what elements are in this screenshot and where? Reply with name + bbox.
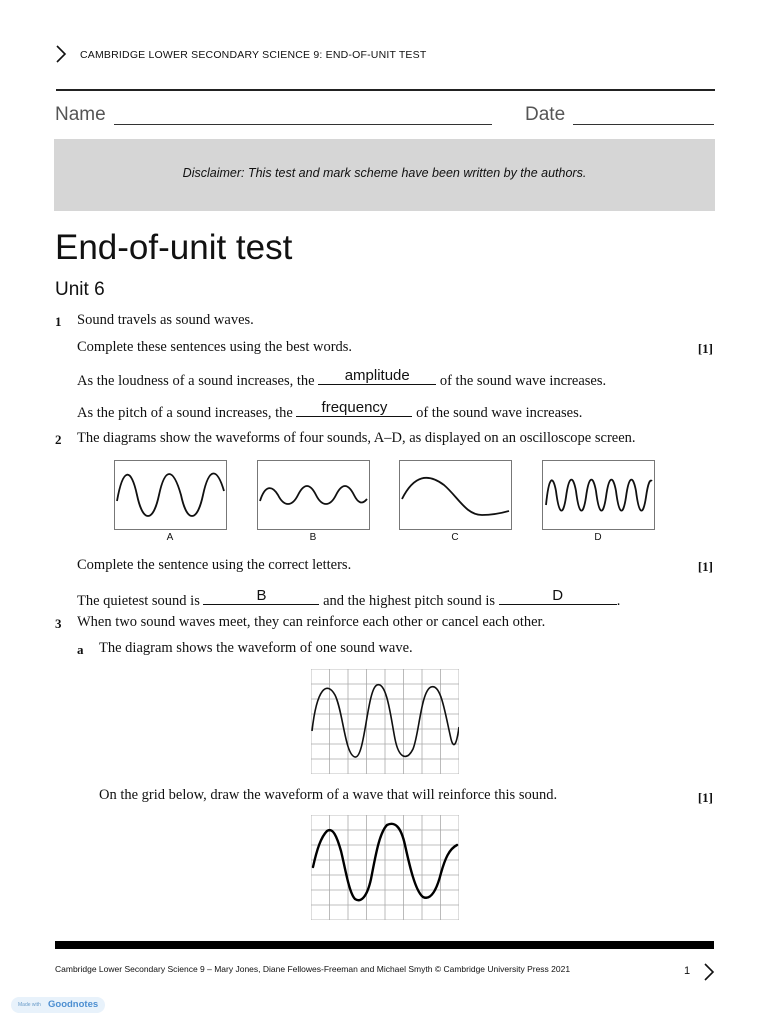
q2-answer-1: B — [256, 587, 267, 604]
q2-sentence — [77, 589, 620, 610]
waveform-c — [399, 460, 512, 530]
waveform-a-label: A — [166, 532, 174, 543]
waveform-c-label: C — [451, 532, 459, 543]
chevron-right-icon — [54, 44, 68, 64]
q2-blank-1[interactable] — [203, 589, 319, 605]
q3-mark: [1] — [697, 790, 713, 805]
disclaimer-text: Disclaimer: This test and mark scheme have been written by the authors. — [182, 166, 587, 180]
q2-intro: The diagrams show the waveforms of four sounds, A–D, as displayed on an oscilloscope screen. — [77, 430, 636, 446]
page-title: End-of-unit test — [55, 228, 293, 267]
unit-title: Unit 6 — [55, 279, 105, 300]
q1-s1-after: of the sound wave increases. — [439, 373, 607, 389]
waveform-b-label: B — [309, 532, 317, 543]
q1-number: 1 — [55, 314, 62, 329]
waveform-grid — [311, 669, 459, 774]
waveform-a — [114, 460, 227, 530]
chevron-right-icon — [702, 962, 716, 982]
q1-s1-blank[interactable] — [318, 369, 436, 385]
name-field-line[interactable] — [114, 124, 492, 125]
waveform-d-label: D — [594, 532, 602, 543]
q1-intro: Sound travels as sound waves. — [77, 312, 254, 328]
waveform-b — [257, 460, 370, 530]
q3-intro: When two sound waves meet, they can reinforce each other or cancel each other. — [77, 614, 546, 630]
q2-blank-2[interactable] — [499, 589, 617, 605]
q1-s2-before: As the pitch of a sound increases, the — [77, 405, 293, 421]
q3-number: 3 — [55, 616, 62, 631]
q3a-text: The diagram shows the waveform of one sound wave. — [99, 640, 413, 656]
header-rule — [56, 89, 715, 91]
q1-mark: [1] — [697, 341, 713, 356]
footer-rule — [55, 941, 714, 949]
date-field-line[interactable] — [573, 124, 714, 125]
goodnotes-badge-small: Made with — [18, 1002, 41, 1008]
q1-sentence-1 — [77, 369, 606, 390]
q1-instruction: Complete these sentences using the best words. — [77, 339, 353, 355]
q2-s-end: . — [616, 593, 621, 609]
q1-s1-before: As the loudness of a sound increases, the — [77, 373, 315, 389]
q1-s1-answer: amplitude — [344, 367, 410, 384]
date-label: Date — [525, 104, 566, 125]
footer-credit: Cambridge Lower Secondary Science 9 – Mary Jones, Diane Fellowes-Freeman and Michael Smyth © Cambridge University Press 2021 — [55, 964, 571, 974]
q2-s-middle: and the highest pitch sound is — [323, 593, 496, 609]
q1-s2-after: of the sound wave increases. — [416, 405, 583, 421]
q1-sentence-2 — [77, 401, 582, 422]
goodnotes-badge-brand: Goodnotes — [48, 999, 99, 1010]
q1-s2-answer: frequency — [321, 399, 388, 416]
header-title: CAMBRIDGE LOWER SECONDARY SCIENCE 9: END-OF-UNIT TEST — [80, 49, 427, 61]
name-label: Name — [55, 104, 106, 125]
q2-instruction: Complete the sentence using the correct letters. — [77, 557, 352, 573]
page-number: 1 — [684, 965, 691, 977]
waveform-d — [542, 460, 655, 530]
q2-s-before: The quietest sound is — [77, 593, 200, 609]
q2-answer-2: D — [552, 587, 564, 604]
q3-instruction: On the grid below, draw the waveform of a wave that will reinforce this sound. — [99, 787, 558, 803]
q2-number: 2 — [55, 432, 62, 447]
answer-grid[interactable] — [311, 815, 459, 920]
q3a-letter: a — [77, 642, 84, 657]
q2-mark: [1] — [697, 559, 713, 574]
q1-s2-blank[interactable] — [296, 401, 412, 417]
